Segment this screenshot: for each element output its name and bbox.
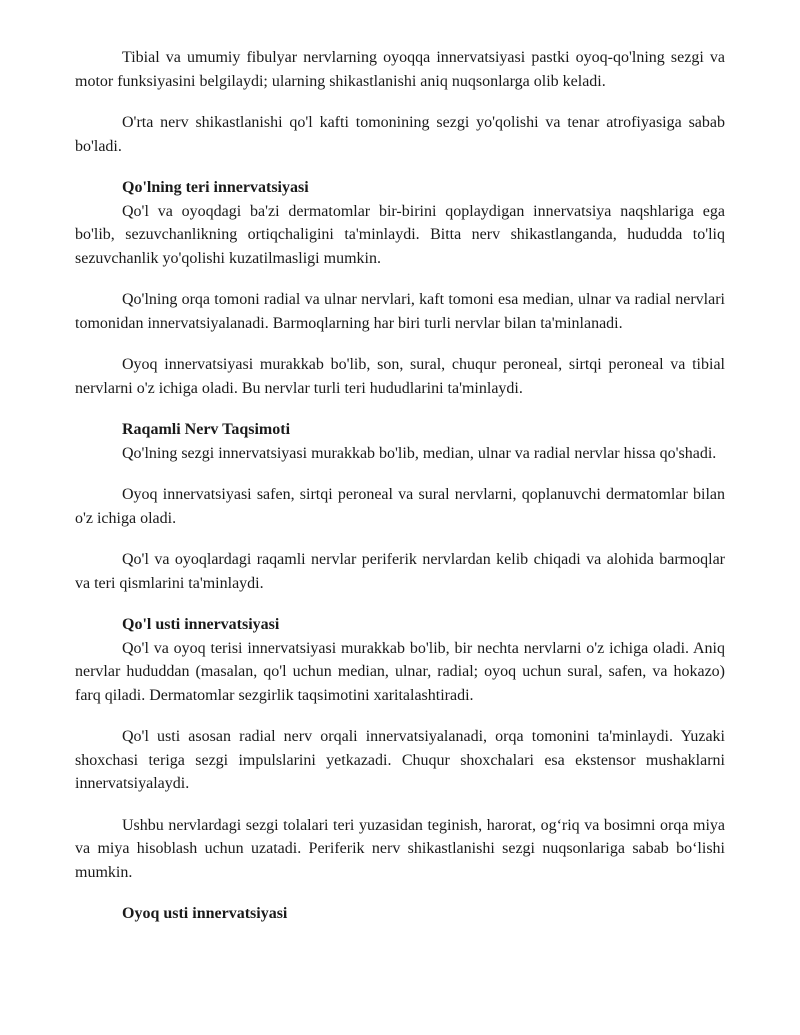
paragraph-median-nerve-injury: O'rta nerv shikastlanishi qo'l kafti tomonining sezgi yo'qolishi va tenar atrofiyasiga sabab bo'ladi. <box>75 114 725 155</box>
paragraph-digital-nerves: Qo'l va oyoqlardagi raqamli nervlar periferik nervlardan kelib chiqadi va alohida barmoqlar va teri qismlarini ta'minlaydi. <box>75 551 725 592</box>
paragraph-hand-dorsal-palmar: Qo'lning orqa tomoni radial va ulnar nervlari, kaft tomoni esa median, ulnar va radial nervlari tomonidan innervatsiyalanadi. Barmoqlarning har biri turli nervlar bilan ta'minlanadi. <box>75 291 725 332</box>
section-heading-dorsal-foot: Oyoq usti innervatsiyasi <box>122 905 288 922</box>
paragraph-sensory-fibers: Ushbu nervlardagi sezgi tolalari teri yuzasidan teginish, harorat, og‘riq va bosimni orqa miya va miya hisoblash uchun uzatadi. Periferik nerv shikastlanishi sezgi nuqsonlariga sabab bo‘lishi mumkin. <box>75 816 725 881</box>
paragraph-hand-sensory: Qo'lning sezgi innervatsiyasi murakkab bo'lib, median, ulnar va radial nervlar hissa qo'shadi. <box>122 444 717 462</box>
section-heading: Raqamli Nerv Taqsimoti <box>122 421 291 438</box>
paragraph-radial-nerve: Qo'l usti asosan radial nerv orqali innervatsiyalanadi, orqa tomonini ta'minlaydi. Yuzaki shoxchasi teriga sezgi impulslarini yetkazadi. Chuqur shoxchalari esa ekstensor mushaklarni innervatsiyalaydi. <box>75 728 725 792</box>
section-heading: Qo'lning teri innervatsiyasi <box>122 179 309 196</box>
section-heading: Qo'l usti innervatsiyasi <box>122 616 280 633</box>
paragraph-skin-innervation-complex: Qo'l va oyoq terisi innervatsiyasi murakkab bo'lib, bir nechta nervlarni o'z ichiga oladi. Aniq nervlar hududdan (masalan, qo'l uchun median, ulnar, radial; oyoq uchun sural, safen, va hokazo) farq qiladi. Dermatomlar sezgirlik taqsimotini xaritalashtiradi. <box>75 639 725 704</box>
document-page <box>75 46 725 926</box>
paragraph-tibial-fibular: Tibial va umumiy fibulyar nervlarning oyoqqa innervatsiyasi pastki oyoq-qo'lning sezgi va motor funksiyasini belgilaydi; ularning shikastlanishi aniq nuqsonlarga olib keladi. <box>75 49 725 90</box>
section-digital-nerve-distribution <box>75 418 725 465</box>
paragraph-foot-innervation: Oyoq innervatsiyasi murakkab bo'lib, son, sural, chuqur peroneal, sirtqi peroneal va tibial nervlarni o'z ichiga oladi. Bu nervlar turli teri hududlarini ta'minlaydi. <box>75 356 725 397</box>
section-dorsal-hand-innervation <box>75 613 725 707</box>
section-hand-skin-innervation <box>75 176 725 270</box>
paragraph-foot-saphenous: Oyoq innervatsiyasi safen, sirtqi peroneal va sural nervlarni, qoplanuvchi dermatomlar bilan o'z ichiga oladi. <box>75 486 725 527</box>
paragraph-dermatomes-overlap: Qo'l va oyoqdagi ba'zi dermatomlar bir-birini qoplaydigan innervatsiya naqshlariga ega bo'lib, sezuvchanlikning ortiqchaligini ta'minlaydi. Bitta nerv shikastlanganda, hududda to'liq sezuvchanlik yo'qolishi kuzatilmasligi mumkin. <box>75 202 725 267</box>
